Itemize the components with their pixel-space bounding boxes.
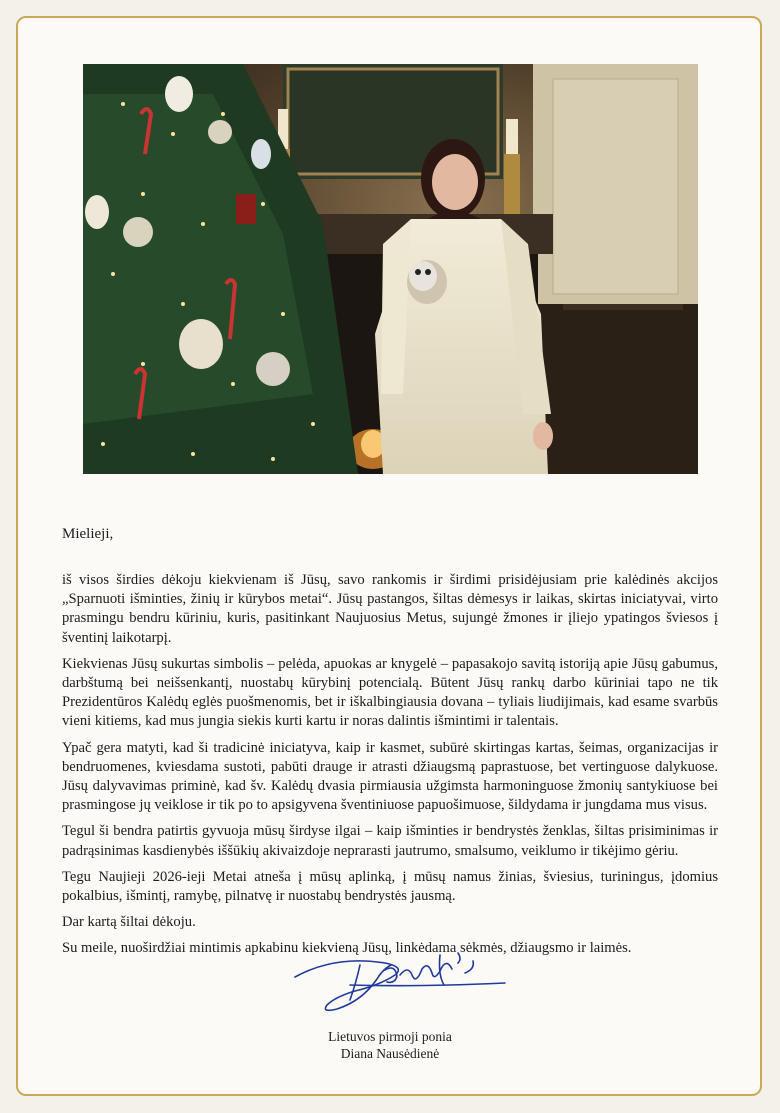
signoff-title: Lietuvos pirmoji ponia <box>328 1029 452 1044</box>
signoff <box>325 1028 455 1062</box>
salutation: Mielieji, <box>62 526 114 542</box>
letter-body <box>62 571 718 966</box>
handwritten-signature <box>290 945 520 1020</box>
paragraph: Tegu Naujieji 2026-ieji Metai atneša į mūsų aplinką, į mūsų namus žinias, šviesius, turiningus, įdomius pokalbius, išmintį, ramybę, pilnatvę ir nuostabų bendrystės jausmą. <box>62 868 718 905</box>
paragraph: Ypač gera matyti, kad ši tradicinė iniciatyva, kaip ir kasmet, subūrė skirtingas kartas, šeimas, organizacijas ir bendruomenes, kviesdama sustoti, pabūti drauge ir atrasti džiaugsmą paprastuose, bet vertinguose dalykuose. Jūsų dalyvavimas priminė, kad šv. Kalėdų dvasia pirmiausia užgimsta harmoninguose žmonių santykiuose bei prasmingose jų veiklose ir tik po to apsigyvena šventiniuose papuošimuose, šildydama ir jungdama mus visus. <box>62 739 718 814</box>
paragraph: Tegul ši bendra patirtis gyvuoja mūsų širdyse ilgai – kaip išminties ir bendrystės ženklas, šiltas prisiminimas ir padrąsinimas kasdienybės iššūkių akivaizdoje neprarasti jautrumo, smalsumo, veiklumo ir tikėjimo gėriu. <box>62 823 718 859</box>
paragraph: Dar kartą šiltai dėkoju. <box>62 914 196 931</box>
paragraph: Su meile, nuoširdžiai mintimis apkabinu kiekvieną Jūsų, linkėdama sėkmės, džiaugsmo ir laimės. <box>62 940 632 957</box>
christmas-photo <box>83 64 698 474</box>
signoff-name: Diana Nausėdienė <box>340 1046 440 1061</box>
paragraph: Kiekvienas Jūsų sukurtas simbolis – pelėda, apuokas ar knygelė – papasakojo savitą istoriją apie Jūsų gabumus, darbštumą bei neišsenkantį, nuostabų kūrybinį potencialą. Būtent Jūsų rankų darbo kūriniai tapo ne tik Prezidentūros Kalėdų eglės puošmenomis, bet ir iškalbingiausia dovana – tyliais liudijimais, kad esame svarbūs vieni kitiems, kad mus jungia siekis kurti kartu ir noras dalintis išmintimi ir talentais. <box>62 655 718 730</box>
paragraph: iš visos širdies dėkoju kiekvienam iš Jūsų, savo rankomis ir širdimi prisidėjusiam prie kalėdinės akcijos „Sparnuoti išminties, žinių ir kūrybos metai“. Jūsų pastangos, šiltas dėmesys ir laikas, skirtas iniciatyvai, virto prasmingu bendru kūriniu, kuris, pasitinkant Naujuosius Metus, sujungė žmones ir įliejo ypatingos šviesos į šventinį laikotarpį. <box>62 572 718 646</box>
